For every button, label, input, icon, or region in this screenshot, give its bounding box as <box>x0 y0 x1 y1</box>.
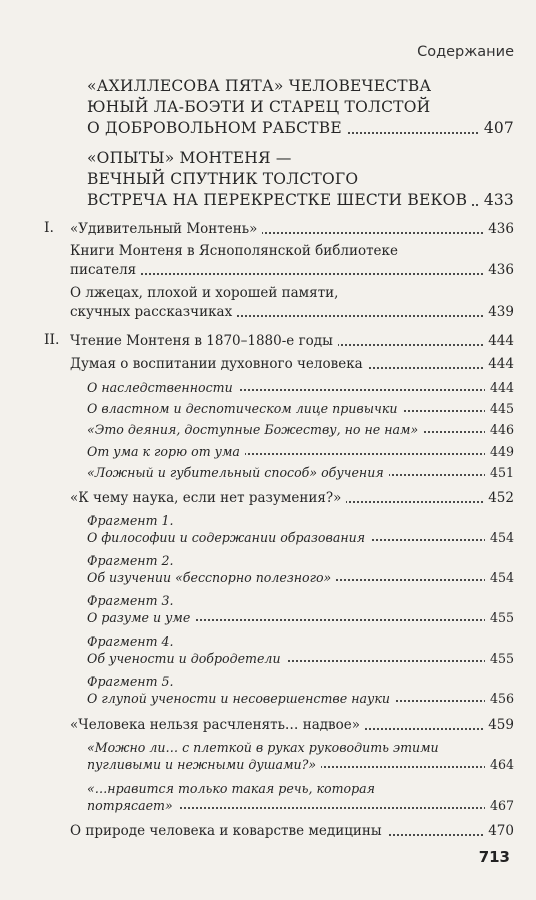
toc-fragment[interactable] <box>87 592 514 626</box>
toc-fragment[interactable] <box>87 552 514 586</box>
toc-line: От ума к горю от ума 449 <box>87 444 514 459</box>
toc-chapter[interactable] <box>70 355 514 374</box>
fragment-label: Фрагмент 1. <box>87 512 514 529</box>
toc-line: «К чему наука, если нет разумения?» 452 <box>70 490 514 506</box>
toc-section-2[interactable] <box>87 148 514 211</box>
toc-subitem[interactable] <box>87 400 514 417</box>
toc-fragment[interactable] <box>87 633 514 667</box>
toc-line: ЮНЫЙ ЛА-БОЭТИ И СТАРЕЦ ТОЛСТОЙ <box>87 97 514 118</box>
toc-line: «Это деяния, доступные Божеству, но не нам» 446 <box>87 422 514 437</box>
toc-line: Об учености и добродетели 455 <box>87 651 514 666</box>
page-ref: 467 <box>485 797 514 814</box>
toc-line: Книги Монтеня в Яснополянской библиотеке <box>70 242 514 261</box>
page-ref: 459 <box>483 716 514 735</box>
toc-line: пугливыми и нежными душами?» 464 <box>87 757 514 772</box>
toc-line: «…нравится только такая речь, которая <box>87 780 514 797</box>
toc-line: «АХИЛЛЕСОВА ПЯТА» ЧЕЛОВЕЧЕСТВА <box>87 76 514 97</box>
page-ref: 464 <box>485 756 514 773</box>
toc-line: О наследственности 444 <box>87 380 514 395</box>
page-ref: 436 <box>483 261 514 280</box>
toc-line: ВЕЧНЫЙ СПУТНИК ТОЛСТОГО <box>87 169 514 190</box>
toc-line: «ОПЫТЫ» МОНТЕНЯ — <box>87 148 514 169</box>
page-ref: 456 <box>485 690 514 707</box>
page-ref: 452 <box>483 489 514 508</box>
page-ref: 445 <box>485 400 514 417</box>
page-ref: 444 <box>483 355 514 374</box>
page-ref: 407 <box>479 118 514 139</box>
page-ref: 439 <box>483 303 514 322</box>
page-ref: 455 <box>485 609 514 626</box>
fragment-label: Фрагмент 3. <box>87 592 514 609</box>
toc-line: Об изучении «бесспорно полезного» 454 <box>87 570 514 585</box>
toc-line: потрясает» 467 <box>87 798 514 813</box>
page-ref: 444 <box>483 332 514 351</box>
toc-line: «Удивительный Монтень» 436 <box>70 221 514 237</box>
page-ref: 449 <box>485 443 514 460</box>
page-ref: 455 <box>485 650 514 667</box>
toc-chapter[interactable] <box>70 716 514 735</box>
toc-subitem[interactable] <box>87 379 514 396</box>
running-head: Содержание <box>417 44 514 60</box>
toc-line: Чтение Монтеня в 1870–1880-е годы 444 <box>70 333 514 349</box>
page-ref: 446 <box>485 421 514 438</box>
toc-part-1[interactable] <box>70 220 514 239</box>
toc-line: О ДОБРОВОЛЬНОМ РАБСТВЕ 407 <box>87 119 514 137</box>
toc-line: О властном и деспотическом лице привычки 445 <box>87 401 514 416</box>
toc-section-1[interactable] <box>87 76 514 139</box>
toc-item[interactable] <box>70 242 514 280</box>
toc-line: Думая о воспитании духовного человека 444 <box>70 356 514 372</box>
page-ref: 470 <box>483 822 514 841</box>
toc-subitem[interactable] <box>87 780 514 814</box>
toc-subitem[interactable] <box>87 739 514 773</box>
toc-fragment[interactable] <box>87 673 514 707</box>
part-label: I. <box>44 220 54 236</box>
toc-part-2[interactable] <box>70 332 514 351</box>
toc-line: «Можно ли… с плеткой в руках руководить этими <box>87 739 514 756</box>
toc-line: О разуме и уме 455 <box>87 610 514 625</box>
page-ref: 444 <box>485 379 514 396</box>
part-label: II. <box>44 332 60 348</box>
toc-item[interactable] <box>70 284 514 322</box>
toc-line: писателя 436 <box>70 262 514 278</box>
page-number: 713 <box>478 848 510 866</box>
toc-line: О лжецах, плохой и хорошей памяти, <box>70 284 514 303</box>
toc-line: скучных рассказчиках 439 <box>70 304 514 320</box>
page-ref: 454 <box>485 529 514 546</box>
toc-line: О природе человека и коварстве медицины 470 <box>70 823 514 839</box>
toc-line: О философии и содержании образования 454 <box>87 530 514 545</box>
page-ref: 451 <box>485 464 514 481</box>
toc-line: «Человека нельзя расчленять… надвое» 459 <box>70 717 514 733</box>
page-ref: 436 <box>483 220 514 239</box>
fragment-label: Фрагмент 5. <box>87 673 514 690</box>
page-ref: 454 <box>485 569 514 586</box>
page-ref: 433 <box>479 190 514 211</box>
toc-line: ВСТРЕЧА НА ПЕРЕКРЕСТКЕ ШЕСТИ ВЕКОВ 433 <box>87 191 514 209</box>
toc-chapter[interactable] <box>70 822 514 841</box>
toc-subitem[interactable] <box>87 443 514 460</box>
fragment-label: Фрагмент 2. <box>87 552 514 569</box>
toc-line: О глупой учености и несовершенстве науки 456 <box>87 691 514 706</box>
toc-subitem[interactable] <box>87 464 514 481</box>
fragment-label: Фрагмент 4. <box>87 633 514 650</box>
toc-chapter[interactable] <box>70 489 514 508</box>
toc-subitem[interactable] <box>87 421 514 438</box>
toc-fragment[interactable] <box>87 512 514 546</box>
toc-line: «Ложный и губительный способ» обучения 451 <box>87 465 514 480</box>
